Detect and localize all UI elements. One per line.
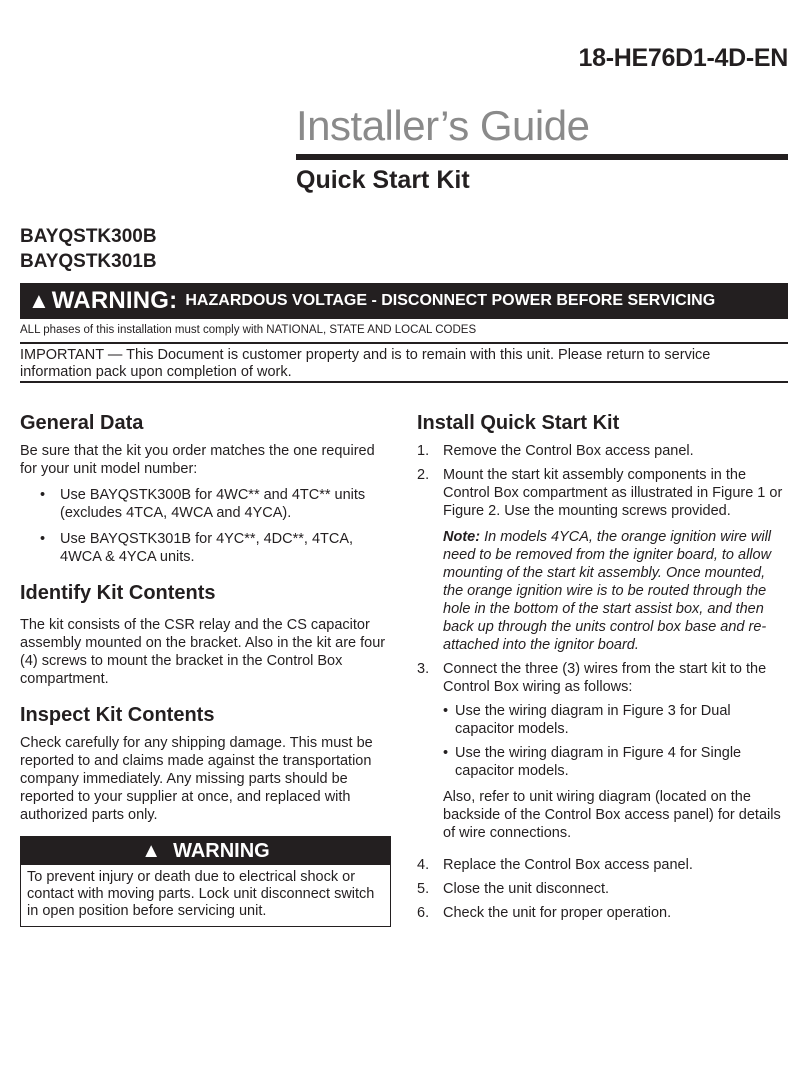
divider [20,342,788,344]
list-item: • Use the wiring diagram in Figure 4 for Single capacitor models. [443,745,742,779]
warning-triangle-icon: ▲ [28,288,50,313]
install-note [443,528,789,654]
step-item: 3. Connect the three (3) wires from the start kit to the Control Box wiring as follows: • Use the wiring diagram in Figure 3 for Dual capacitor models. • Use the wiring diagram in Figure 4 for Single capacitor models. Also, refer to unit wiring diagram (located on the backside of the Control Box access panel) for details of wire connections. [417,660,789,842]
note-label: Note: [443,529,481,545]
section-heading-general-data: General Data [20,412,144,434]
title-divider [296,154,788,160]
model-number: BAYQSTK300B [20,226,157,247]
hazard-warning-banner [20,283,788,319]
page-title: Installer’s Guide [296,102,590,149]
warning-text: HAZARDOUS VOLTAGE - DISCONNECT POWER BEFORE SERVICING [185,292,716,309]
note-text: In models 4YCA, the orange ignition wire will need to be removed from the igniter board, to allow mounting of the start kit assembly. Once mounted, the orange ignition wire is to be routed through the hole in the bottom of the start assist box, and then back up through the units control box base and re-attached into the ignitor board. [443,529,772,653]
list-item: • Use BAYQSTK301B for 4YC**, 4DC**, 4TCA, 4WCA & 4YCA units. [20,530,392,566]
section-heading-install: Install Quick Start Kit [417,412,620,434]
document-number: 18-HE76D1-4D-EN [578,44,788,72]
section-heading-inspect: Inspect Kit Contents [20,704,215,726]
wiring-reference-text: Also, refer to unit wiring diagram (located on the backside of the Control Box access panel) for details of wire connections. [443,789,781,841]
step-item: 6. Check the unit for proper operation. [417,905,672,921]
section-heading-identify: Identify Kit Contents [20,582,216,604]
safety-warning-box [20,836,391,927]
important-note: IMPORTANT — This Document is customer property and is to remain with this unit. Please return to service information pack upon completion of work. [20,347,711,380]
page-subtitle: Quick Start Kit [296,166,470,194]
warning-label: WARNING: [51,287,178,314]
warning-box-label: WARNING [173,840,270,862]
bullet-icon: • [443,745,449,761]
right-column [417,410,789,922]
bullet-icon: • [443,703,449,719]
list-item: • Use BAYQSTK300B for 4WC** and 4TC** units (excludes 4TCA, 4WCA and 4YCA). [20,486,392,522]
bullet-icon: • [40,487,46,503]
warning-box-text: To prevent injury or death due to electrical shock or contact with moving parts. Lock unit disconnect switch in open position before servicing unit. [27,869,375,919]
inspect-text: Check carefully for any shipping damage. This must be reported to and claims made against the transportation company immediately. Any missing parts should be reported to your supplier at once, and replaced with authorized parts only. [20,735,373,823]
general-data-intro: Be sure that the kit you order matches the one required for your unit model number: [20,443,375,477]
identify-text: The kit consists of the CSR relay and the CS capacitor assembly mounted on the bracket. Also in the kit are four (4) screws to mount the bracket in the Control Box compartment. [20,617,386,687]
list-item: • Use the wiring diagram in Figure 3 for Dual capacitor models. [443,703,731,737]
divider [20,381,788,383]
codes-note: ALL phases of this installation must comply with NATIONAL, STATE AND LOCAL CODES [20,324,477,336]
warning-box-header [21,837,390,865]
warning-triangle-icon: ▲ [141,840,162,862]
step-item: 2. Mount the start kit assembly components in the Control Box compartment as illustrated in Figure 1 or Figure 2. Use the mounting screws provided. Note: In models 4YCA, the orange ignition wire will need to be removed from the igniter board, to allow mounting of the start kit assembly. Once mounted, the orange ignition wire is to be routed through the hole in the bottom of the start assist box, and then back up through the units control box base and re-attached into the ignitor board. [417,466,789,654]
bullet-icon: • [40,531,46,547]
step-item: 5. Close the unit disconnect. [417,881,610,897]
model-number: BAYQSTK301B [20,251,157,272]
left-column [20,410,392,927]
step-item: 4. Replace the Control Box access panel. [417,857,693,873]
step-item: 1. Remove the Control Box access panel. [417,443,694,459]
